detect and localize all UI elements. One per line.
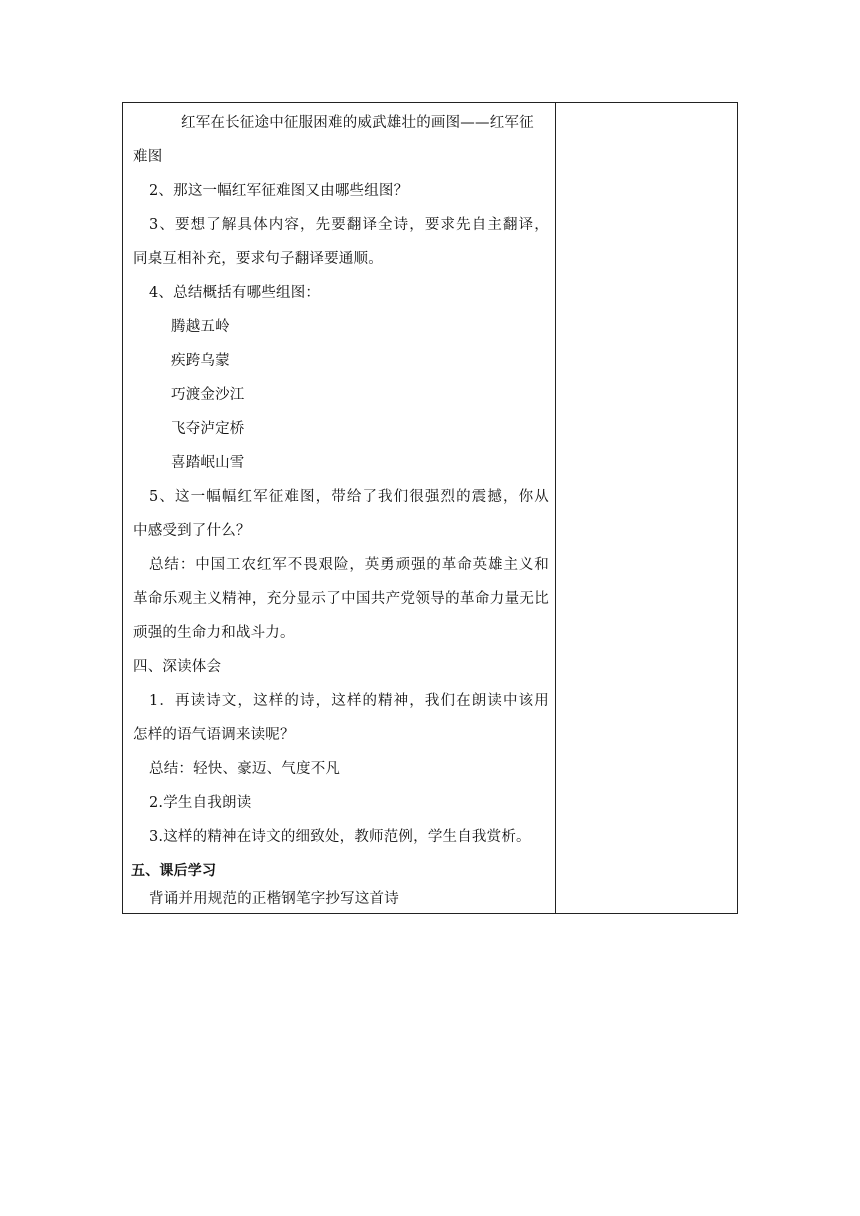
text-line: 2.学生自我朗读 bbox=[149, 795, 252, 811]
text-line: 总结：中国工农红军不畏艰险，英勇顽强的革命英雄主义和 bbox=[149, 557, 549, 573]
list-item: 疾跨乌蒙 bbox=[171, 353, 230, 369]
lesson-content-cell bbox=[123, 103, 555, 913]
section-heading-bold: 五、课后学习 bbox=[131, 863, 217, 879]
list-item: 飞夺泸定桥 bbox=[171, 421, 245, 437]
text-line: 怎样的语气语调来读呢？ bbox=[133, 727, 295, 743]
list-item: 巧渡金沙江 bbox=[171, 387, 245, 403]
text-line: 3、要想了解具体内容，先要翻译全诗，要求先自主翻译， bbox=[149, 217, 549, 233]
lesson-plan-table bbox=[122, 102, 738, 914]
text-line: 顽强的生命力和战斗力。 bbox=[133, 625, 295, 641]
text-line: 红军在长征途中征服困难的威武雄壮的画图——红军征 bbox=[181, 115, 534, 131]
text-line: 3.这样的精神在诗文的细致处，教师范例，学生自我赏析。 bbox=[149, 829, 531, 845]
text-line: 革命乐观主义精神，充分显示了中国共产党领导的革命力量无比 bbox=[133, 591, 549, 607]
list-item: 喜踏岷山雪 bbox=[171, 455, 245, 471]
text-line: 1．再读诗文，这样的诗，这样的精神，我们在朗读中该用 bbox=[149, 693, 549, 709]
text-line: 中感受到了什么？ bbox=[133, 523, 251, 539]
text-line: 总结：轻快、豪迈、气度不凡 bbox=[149, 761, 341, 777]
text-line: 难图 bbox=[133, 149, 163, 165]
notes-cell bbox=[556, 103, 737, 913]
section-heading: 四、深读体会 bbox=[133, 659, 222, 675]
text-line: 5、这一幅幅红军征难图，带给了我们很强烈的震撼，你从 bbox=[149, 489, 549, 505]
text-line: 同桌互相补充，要求句子翻译要通顺。 bbox=[133, 251, 383, 267]
list-item: 腾越五岭 bbox=[171, 319, 230, 335]
text-line: 2、那这一幅红军征难图又由哪些组图？ bbox=[149, 183, 409, 199]
text-line: 4、总结概括有哪些组图： bbox=[149, 285, 321, 301]
text-line: 背诵并用规范的正楷钢笔字抄写这首诗 bbox=[149, 891, 399, 907]
